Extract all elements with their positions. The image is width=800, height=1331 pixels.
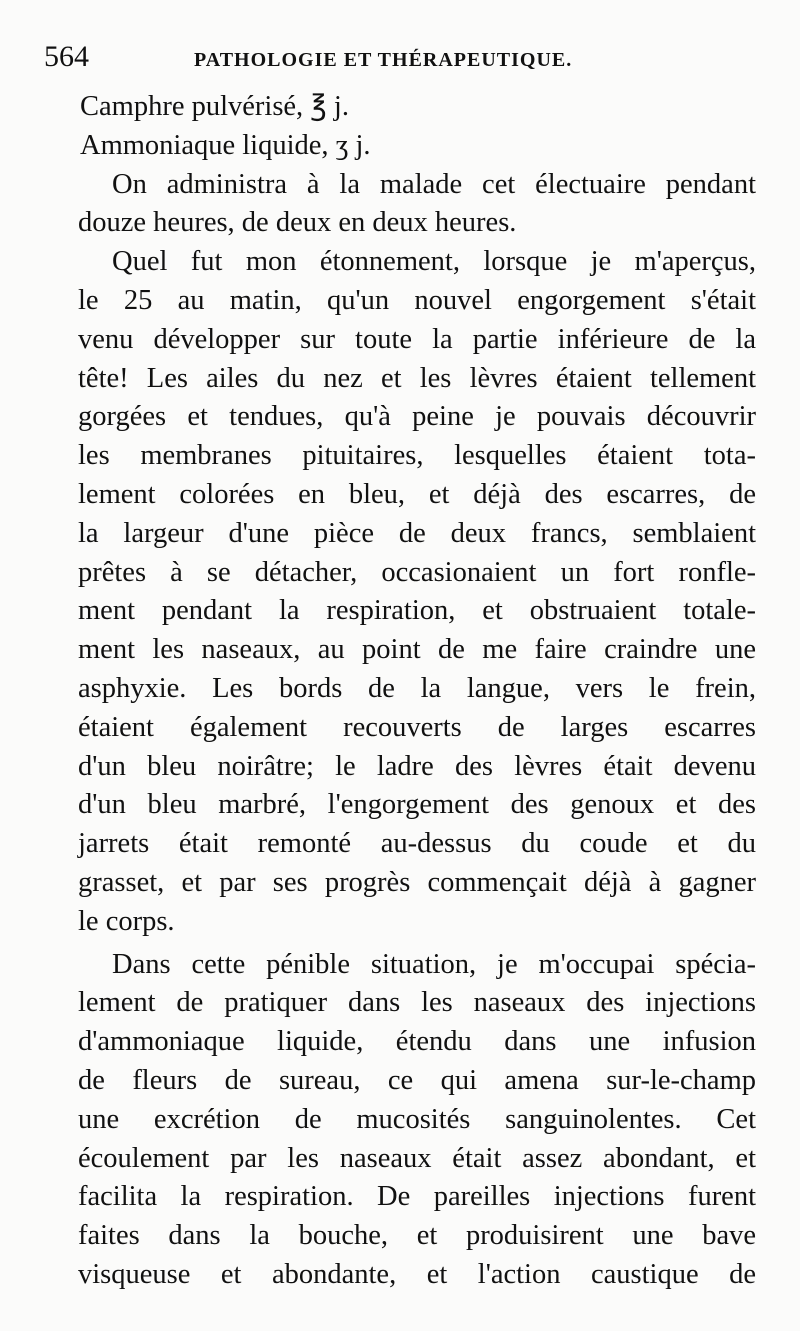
text-line: grasset, et par ses progrès commençait déjà à gagner [78,866,756,898]
text-line: les membranes pituitaires, lesquelles étaient tota- [78,440,756,472]
text-line: le corps. [78,905,175,937]
running-head [44,40,756,82]
paragraph [44,166,756,244]
running-title: PATHOLOGIE ET THÉRAPEUTIQUE. [194,49,573,71]
formula-line: Camphre pulvérisé, ℥ j. [80,91,349,122]
text-line: jarrets était remonté au-dessus du coude et du [78,828,756,860]
text-line: facilita la respiration. De pareilles injections furent [78,1181,756,1213]
text-line: étaient également recouverts de larges escarres [78,711,756,743]
text-line: prêtes à se détacher, occasionaient un fort ronfle- [78,556,756,588]
text-line: la largeur d'une pièce de deux francs, semblaient [78,517,756,549]
text-line: gorgées et tendues, qu'à peine je pouvais découvrir [78,401,756,433]
text-line: ment les naseaux, au point de me faire craindre une [78,634,756,666]
paragraph [44,243,756,941]
text-line: Dans cette pénible situation, je m'occupai spécia- [112,948,756,980]
text-line: d'ammoniaque liquide, étendu dans une infusion [78,1026,756,1058]
text-line: lement colorées en bleu, et déjà des escarres, de [78,478,756,510]
text-line: visqueuse et abondante, et l'action caustique de [78,1258,756,1290]
text-line: une excrétion de mucosités sanguinolentes. Cet [78,1103,756,1135]
page-number: 564 [44,40,89,73]
text-line: écoulement par les naseaux était assez abondant, et [78,1142,756,1174]
text-line: douze heures, de deux en deux heures. [78,207,517,239]
body-text [44,88,756,1295]
paragraph [44,946,756,1295]
text-line: le 25 au matin, qu'un nouvel engorgement s'était [78,284,756,316]
text-line: ment pendant la respiration, et obstruaient totale- [78,595,756,627]
text-line: tête! Les ailes du nez et les lèvres étaient tellement [78,362,756,394]
text-line: faites dans la bouche, et produisirent une bave [78,1220,756,1252]
text-line: d'un bleu noirâtre; le ladre des lèvres était devenu [78,750,756,782]
text-line: On administra à la malade cet électuaire pendant [112,168,756,200]
formula-line: Ammoniaque liquide, ʒ j. [80,129,371,161]
text-line: Quel fut mon étonnement, lorsque je m'aperçus, [112,246,756,278]
text-line: de fleurs de sureau, ce qui amena sur-le-champ [78,1064,756,1096]
text-line: d'un bleu marbré, l'engorgement des genoux et des [78,789,756,821]
text-line: asphyxie. Les bords de la langue, vers le frein, [78,672,756,704]
text-line: lement de pratiquer dans les naseaux des injections [78,987,756,1019]
text-line: venu développer sur toute la partie inférieure de la [78,323,756,355]
